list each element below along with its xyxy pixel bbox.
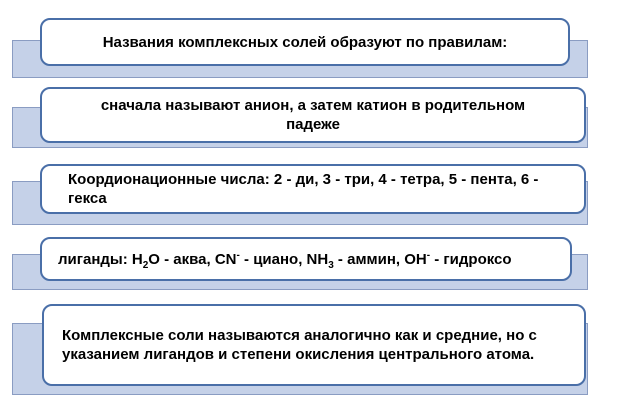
step4-sup1: - <box>236 249 240 261</box>
step4-part5: - гидроксо <box>430 250 512 268</box>
step5-text: Комплексные соли называются аналогично как и средние, но с указанием лигандов и степени окисления центрального атома. <box>62 327 537 363</box>
step4-sub1: 2 <box>142 259 149 271</box>
step4-part2: O - аква, CN <box>148 250 237 268</box>
step1-text: Названия комплексных солей образуют по правилам: <box>102 33 508 51</box>
step4-sub2: 3 <box>328 259 334 271</box>
step4-part4: - аммин, OH <box>333 250 427 268</box>
step2-box <box>40 87 586 143</box>
step1-box <box>40 18 570 66</box>
step4-box <box>40 237 572 281</box>
step2-text: сначала называют анион, а затем катион в родительном падеже <box>100 97 526 133</box>
step3-box <box>40 164 586 214</box>
step3-text: Коордионационные числа: 2 - ди, 3 - три, 4 - тетра, 5 - пента, 6 - гекса <box>68 171 539 207</box>
step4-part1: лиганды: H <box>58 250 143 268</box>
step4-part3: - циано, NH <box>239 250 329 268</box>
step4-text <box>58 250 512 269</box>
step4-sup2: - <box>426 249 431 261</box>
step5-box <box>42 304 586 386</box>
